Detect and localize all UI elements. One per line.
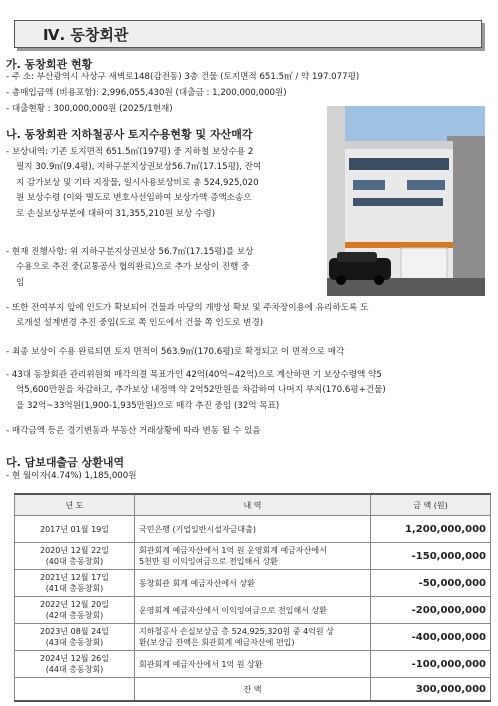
row-detail: 국민은행 (기업일반시설자금대출) [135, 516, 371, 543]
heading-land-expropriation: 나. 동창회관 지하철공사 토지수용현황 및 자산매각 [6, 128, 253, 141]
total-empty-cell [15, 678, 135, 702]
purchase-line: - 총매입금액 (비용포함): 2,996,055,430원 (대출금 : 1,200,000,000원) [6, 88, 287, 98]
progress-paragraph: - 현재 진행사항: 위 지하구분지상권보상 56.7㎡(17.15평)를 보상 수용으로 추진 중(교통공사 협의완료)으로 추가 보상이 진행 중 임 [6, 247, 254, 288]
building-illustration [327, 106, 485, 296]
row-detail: 운영회계 예금자산에서 이익잉여금으로 전입해서 상환 [135, 597, 371, 624]
table-row [15, 516, 491, 543]
table-row [15, 543, 491, 570]
address-line: - 주 소: 부산광역시 사상구 새벽로148(감전동) 3층 건물 (토지면적 651.5㎡ / 약 197.077평) [6, 72, 360, 82]
row-amount: -150,000,000 [371, 543, 491, 570]
table-row [15, 570, 491, 597]
row-date: 2024년 12월 26일 (44대 총동창회) [15, 651, 135, 678]
table-row [15, 651, 491, 678]
row-detail: 지하철공사 손실보상금 총 524,925,320원 중 4억원 상 환(보상금 잔액은 회관회계 예금자산에 편입) [135, 624, 371, 651]
table-row [15, 597, 491, 624]
table-header-row [15, 494, 491, 516]
heading-loan-repayment: 다. 담보대출금 상환내역 [6, 456, 125, 469]
section-title: Ⅳ. 동창회관 [43, 26, 129, 44]
row-amount: -400,000,000 [371, 624, 491, 651]
row-detail: 회관회계 예금자산에서 1억 원 상환 [135, 651, 371, 678]
row-date: 2022년 12월 20일 (42대 총동창회) [15, 597, 135, 624]
total-amount: 300,000,000 [371, 678, 491, 702]
row-date: 2017년 01월 19일 [15, 516, 135, 543]
col-amount: 금 액 (원) [371, 494, 491, 516]
row-date: 2021년 12월 17일 (41대 총동창회) [15, 570, 135, 597]
disclaimer-line: - 매각금액 등은 경기변동과 부동산 거래상황에 따라 변동 될 수 있음 [6, 426, 261, 436]
row-amount: -100,000,000 [371, 651, 491, 678]
row-date: 2023년 08월 24일 (43대 총동창회) [15, 624, 135, 651]
total-label: 잔 액 [135, 678, 371, 702]
row-amount: 1,200,000,000 [371, 516, 491, 543]
sale-paragraph: - 43대 동창회관 관리위원회 매각의결 목표가인 42억(40억~42억)으로 계산하면 기 보상수령액 약5 억5,600만원을 차감하고, 추가보상 내정액 약 2억52만원을 차감하여 나머지 부지(170.6평+건물) 을 32억~33억원(1,900-1,935만원)으로 매각 추진 중임 (32억 목표) [6, 370, 386, 411]
building-photo [327, 106, 485, 296]
row-amount: -50,000,000 [371, 570, 491, 597]
loan-line: - 대출현황 : 300,000,000원 (2025/1현재) [6, 104, 173, 114]
heading-hall-status: 가. 동창회관 현황 [6, 58, 93, 71]
row-date: 2020년 12월 22일 (40대 총동창회) [15, 543, 135, 570]
repayment-table [14, 493, 491, 702]
table-row [15, 624, 491, 651]
monthly-interest-line: - 현 월이자(4.74%) 1,185,000원 [6, 471, 137, 481]
section-header [14, 20, 482, 48]
table-total-row [15, 678, 491, 702]
col-detail: 내 역 [135, 494, 371, 516]
row-detail: 동창회관 회계 예금자산에서 상환 [135, 570, 371, 597]
final-area-line: - 최종 보상이 수용 완료되면 토지 면적이 563.9㎡(170.6평)로 확정되고 이 면적으로 매각 [6, 347, 345, 357]
col-year: 년 도 [15, 494, 135, 516]
road-paragraph: - 또한 잔여부지 앞에 인도가 확보되어 건물과 마당의 개방성 확보 및 주차장이용에 유리하도록 도 로개설 설계변경 추진 중임(도로 쪽 인도에서 건물 쪽 인도로 변경) [6, 303, 369, 329]
row-amount: -200,000,000 [371, 597, 491, 624]
row-detail: 회관회계 예금자산에서 1억 원 운영회계 예금자산에서 5천만 원 이익잉여금으로 전입해서 상환 [135, 543, 371, 570]
compensation-paragraph: - 보상내역: 기존 토지면적 651.5㎡(197평) 중 지하철 보상수용 2 필지 30.9㎡(9.4평), 지하구분지상권보상56.7㎡(17.15평), 잔여 지 감가보상 및 기타 지장물, 일시사용보상비로 총 524,925,020 원 보상수령 (이와 별도로 변호사선임하여 보상가액 증액소송으 로 손실보상부분에 대하여 31,355,210원 보상 수령) [6, 147, 262, 219]
